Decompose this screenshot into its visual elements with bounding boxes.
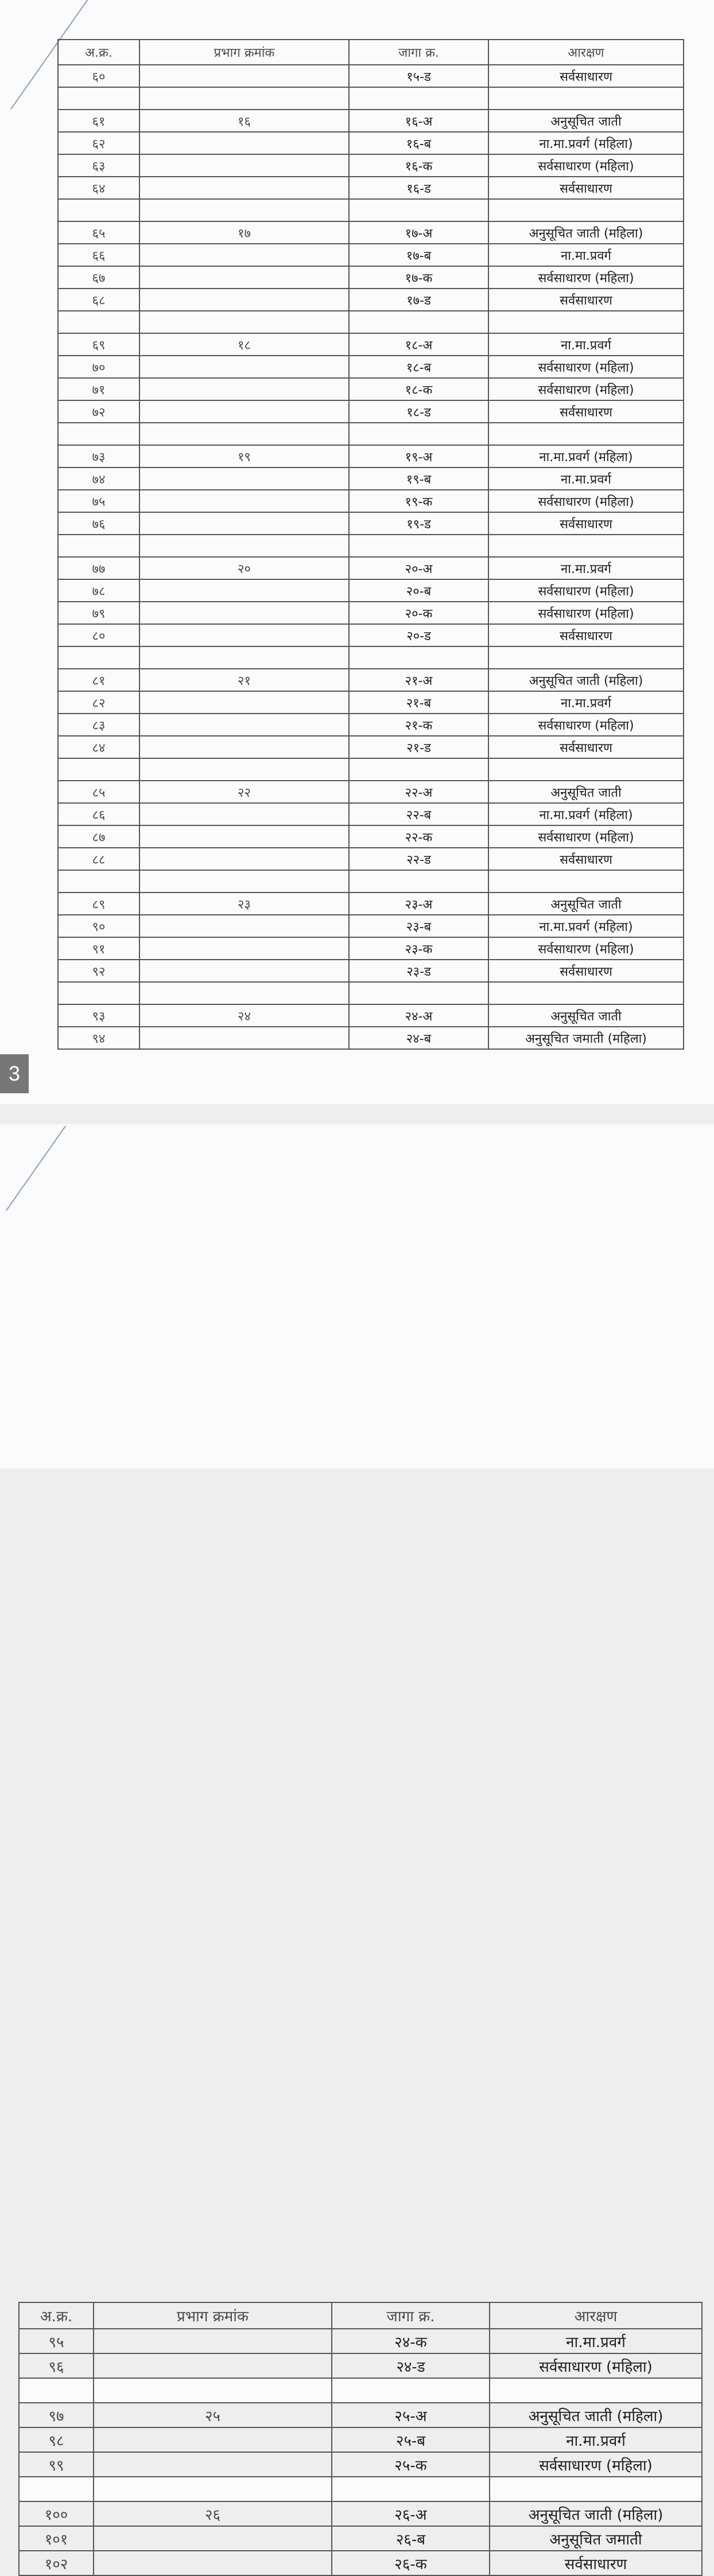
ward-no-cell bbox=[139, 467, 349, 490]
table-spacer-row bbox=[58, 535, 684, 557]
seat-no-cell: २२-ब bbox=[349, 803, 488, 825]
serial-no-cell: ७२ bbox=[58, 400, 139, 423]
header-reservation: आरक्षण bbox=[488, 40, 684, 65]
reservation-cell: सर्वसाधारण (महिला) bbox=[488, 266, 684, 289]
table-row bbox=[58, 490, 684, 512]
seat-no-cell: २३-ड bbox=[349, 960, 488, 982]
seat-no-cell: १६-ड bbox=[349, 177, 488, 199]
seat-no-cell: २५-अ bbox=[332, 2403, 490, 2427]
reservation-cell: ना.मा.प्रवर्ग bbox=[490, 2427, 702, 2452]
seat-no-cell bbox=[349, 758, 488, 781]
ward-no-cell: २३ bbox=[139, 893, 349, 915]
ward-no-cell bbox=[139, 960, 349, 982]
table-row bbox=[19, 2526, 702, 2551]
ward-no-cell bbox=[139, 311, 349, 333]
serial-no-cell: ७९ bbox=[58, 602, 139, 624]
table-header-row bbox=[19, 2302, 702, 2329]
serial-no-cell bbox=[58, 870, 139, 893]
reservation-cell: सर्वसाधारण (महिला) bbox=[488, 937, 684, 960]
ward-no-cell bbox=[139, 624, 349, 646]
seat-no-cell: २१-क bbox=[349, 714, 488, 736]
serial-no-cell: ६० bbox=[58, 65, 139, 87]
serial-no-cell: ६६ bbox=[58, 244, 139, 266]
serial-no-cell: ६२ bbox=[58, 132, 139, 154]
reservation-cell: सर्वसाधारण bbox=[488, 289, 684, 311]
ward-no-cell bbox=[139, 65, 349, 87]
table-row bbox=[58, 624, 684, 646]
table-row bbox=[58, 378, 684, 400]
seat-no-cell bbox=[349, 423, 488, 445]
ward-no-cell bbox=[139, 915, 349, 937]
seat-no-cell bbox=[349, 982, 488, 1004]
serial-no-cell bbox=[58, 535, 139, 557]
reservation-cell: सर्वसाधारण bbox=[490, 2551, 702, 2575]
ward-no-cell bbox=[139, 1027, 349, 1049]
seat-no-cell: २५-ब bbox=[332, 2427, 490, 2452]
serial-no-cell: ७८ bbox=[58, 579, 139, 602]
ward-no-cell bbox=[139, 714, 349, 736]
folded-corner-line bbox=[6, 1126, 66, 1211]
reservation-cell: ना.मा.प्रवर्ग (महिला) bbox=[488, 132, 684, 154]
serial-no-cell bbox=[58, 311, 139, 333]
table-row bbox=[19, 2452, 702, 2477]
reservation-cell: ना.मा.प्रवर्ग (महिला) bbox=[488, 445, 684, 467]
ward-no-cell: १७ bbox=[139, 221, 349, 244]
ward-no-cell bbox=[139, 602, 349, 624]
seat-no-cell: १९-क bbox=[349, 490, 488, 512]
header-reservation: आरक्षण bbox=[490, 2302, 702, 2329]
ward-no-cell bbox=[139, 579, 349, 602]
ward-no-cell bbox=[139, 266, 349, 289]
reservation-cell: अनुसूचित जाती bbox=[488, 1004, 684, 1027]
ward-no-cell bbox=[139, 356, 349, 378]
serial-no-cell: ६५ bbox=[58, 221, 139, 244]
reservation-cell bbox=[488, 87, 684, 110]
ward-no-cell bbox=[94, 2551, 332, 2575]
reservation-table-2 bbox=[18, 2302, 703, 2576]
table-row bbox=[58, 221, 684, 244]
seat-no-cell: १८-ड bbox=[349, 400, 488, 423]
table-row bbox=[58, 669, 684, 691]
ward-no-cell bbox=[139, 289, 349, 311]
table-row bbox=[58, 579, 684, 602]
seat-no-cell: १६-अ bbox=[349, 110, 488, 132]
ward-no-cell bbox=[139, 154, 349, 177]
serial-no-cell: ६१ bbox=[58, 110, 139, 132]
ward-no-cell: १८ bbox=[139, 333, 349, 356]
seat-no-cell: २५-क bbox=[332, 2452, 490, 2477]
serial-no-cell: ९९ bbox=[19, 2452, 94, 2477]
table-row bbox=[58, 825, 684, 848]
table-row bbox=[19, 2329, 702, 2353]
seat-no-cell: २४-क bbox=[332, 2329, 490, 2353]
seat-no-cell bbox=[349, 646, 488, 669]
table-row bbox=[58, 110, 684, 132]
reservation-cell: सर्वसाधारण (महिला) bbox=[490, 2353, 702, 2378]
serial-no-cell: १०० bbox=[19, 2501, 94, 2526]
serial-no-cell: ६८ bbox=[58, 289, 139, 311]
table-spacer-row bbox=[19, 2477, 702, 2501]
table-row bbox=[58, 132, 684, 154]
ward-no-cell bbox=[139, 199, 349, 221]
serial-no-cell: ९३ bbox=[58, 1004, 139, 1027]
table-row bbox=[58, 557, 684, 579]
table-spacer-row bbox=[58, 87, 684, 110]
reservation-cell bbox=[488, 646, 684, 669]
table-row bbox=[58, 714, 684, 736]
seat-no-cell: १७-ड bbox=[349, 289, 488, 311]
table-spacer-row bbox=[58, 870, 684, 893]
seat-no-cell: २६-क bbox=[332, 2551, 490, 2575]
table-spacer-row bbox=[58, 311, 684, 333]
table-row bbox=[19, 2427, 702, 2452]
table-spacer-row bbox=[58, 646, 684, 669]
seat-no-cell bbox=[349, 199, 488, 221]
table-row bbox=[58, 333, 684, 356]
reservation-cell: अनुसूचित जाती (महिला) bbox=[490, 2403, 702, 2427]
serial-no-cell bbox=[19, 2477, 94, 2501]
seat-no-cell: १८-अ bbox=[349, 333, 488, 356]
ward-no-cell bbox=[139, 177, 349, 199]
reservation-cell: सर्वसाधारण bbox=[488, 624, 684, 646]
table-row bbox=[58, 781, 684, 803]
page-number-badge: 3 bbox=[0, 1054, 29, 1093]
table-spacer-row bbox=[58, 758, 684, 781]
serial-no-cell bbox=[58, 982, 139, 1004]
table-row bbox=[58, 467, 684, 490]
ward-no-cell bbox=[139, 378, 349, 400]
reservation-cell: सर्वसाधारण bbox=[488, 960, 684, 982]
seat-no-cell: २१-ब bbox=[349, 691, 488, 714]
ward-no-cell bbox=[139, 423, 349, 445]
reservation-cell: सर्वसाधारण (महिला) bbox=[488, 579, 684, 602]
serial-no-cell: ७४ bbox=[58, 467, 139, 490]
serial-no-cell: ८३ bbox=[58, 714, 139, 736]
reservation-cell bbox=[490, 2477, 702, 2501]
seat-no-cell bbox=[349, 87, 488, 110]
reservation-cell bbox=[488, 423, 684, 445]
reservation-cell: ना.मा.प्रवर्ग bbox=[488, 333, 684, 356]
table-row bbox=[58, 266, 684, 289]
ward-no-cell bbox=[139, 691, 349, 714]
reservation-cell: सर्वसाधारण (महिला) bbox=[488, 825, 684, 848]
seat-no-cell: २३-अ bbox=[349, 893, 488, 915]
serial-no-cell bbox=[58, 758, 139, 781]
ward-no-cell: १९ bbox=[139, 445, 349, 467]
table-row bbox=[58, 356, 684, 378]
seat-no-cell bbox=[332, 2378, 490, 2403]
seat-no-cell: १९-ब bbox=[349, 467, 488, 490]
seat-no-cell: १६-क bbox=[349, 154, 488, 177]
serial-no-cell: ९२ bbox=[58, 960, 139, 982]
table-row bbox=[19, 2551, 702, 2575]
reservation-cell: अनुसूचित जमाती (महिला) bbox=[488, 1027, 684, 1049]
reservation-cell: ना.मा.प्रवर्ग (महिला) bbox=[488, 803, 684, 825]
serial-no-cell bbox=[58, 199, 139, 221]
ward-no-cell bbox=[139, 512, 349, 535]
reservation-cell: सर्वसाधारण bbox=[488, 736, 684, 758]
ward-no-cell bbox=[94, 2329, 332, 2353]
serial-no-cell: ९७ bbox=[19, 2403, 94, 2427]
ward-no-cell bbox=[139, 825, 349, 848]
serial-no-cell: ६७ bbox=[58, 266, 139, 289]
table-row bbox=[58, 154, 684, 177]
seat-no-cell: १८-ब bbox=[349, 356, 488, 378]
table-row bbox=[58, 848, 684, 870]
reservation-cell: सर्वसाधारण (महिला) bbox=[488, 602, 684, 624]
reservation-cell: अनुसूचित जाती (महिला) bbox=[490, 2501, 702, 2526]
reservation-cell: सर्वसाधारण bbox=[488, 65, 684, 87]
ward-no-cell bbox=[139, 870, 349, 893]
header-ward-no: प्रभाग क्रमांक bbox=[139, 40, 349, 65]
seat-no-cell: २३-क bbox=[349, 937, 488, 960]
reservation-cell: अनुसूचित जाती bbox=[488, 110, 684, 132]
table-row bbox=[58, 400, 684, 423]
seat-no-cell: २२-क bbox=[349, 825, 488, 848]
serial-no-cell: ९१ bbox=[58, 937, 139, 960]
serial-no-cell: ७५ bbox=[58, 490, 139, 512]
serial-no-cell bbox=[58, 87, 139, 110]
ward-no-cell bbox=[139, 803, 349, 825]
header-serial-no: अ.क्र. bbox=[19, 2302, 94, 2329]
reservation-cell: सर्वसाधारण bbox=[488, 512, 684, 535]
ward-no-cell bbox=[139, 132, 349, 154]
ward-no-cell bbox=[94, 2427, 332, 2452]
reservation-cell: सर्वसाधारण bbox=[488, 177, 684, 199]
ward-no-cell: २४ bbox=[139, 1004, 349, 1027]
serial-no-cell: ७७ bbox=[58, 557, 139, 579]
serial-no-cell: ६९ bbox=[58, 333, 139, 356]
seat-no-cell: २२-अ bbox=[349, 781, 488, 803]
table-row bbox=[58, 65, 684, 87]
ward-no-cell bbox=[139, 244, 349, 266]
seat-no-cell: २३-ब bbox=[349, 915, 488, 937]
table-row bbox=[58, 512, 684, 535]
serial-no-cell: ८१ bbox=[58, 669, 139, 691]
seat-no-cell: २०-ड bbox=[349, 624, 488, 646]
ward-no-cell bbox=[94, 2526, 332, 2551]
seat-no-cell: १६-ब bbox=[349, 132, 488, 154]
ward-no-cell bbox=[139, 982, 349, 1004]
seat-no-cell bbox=[332, 2477, 490, 2501]
reservation-cell: सर्वसाधारण bbox=[488, 400, 684, 423]
serial-no-cell: ८४ bbox=[58, 736, 139, 758]
ward-no-cell: २५ bbox=[94, 2403, 332, 2427]
table-row bbox=[58, 177, 684, 199]
table-row bbox=[58, 1027, 684, 1049]
seat-no-cell bbox=[349, 535, 488, 557]
table-row bbox=[58, 602, 684, 624]
serial-no-cell: ७० bbox=[58, 356, 139, 378]
reservation-cell: सर्वसाधारण (महिला) bbox=[488, 154, 684, 177]
serial-no-cell: ८५ bbox=[58, 781, 139, 803]
seat-no-cell bbox=[349, 311, 488, 333]
ward-no-cell bbox=[139, 937, 349, 960]
serial-no-cell: ७३ bbox=[58, 445, 139, 467]
serial-no-cell: ८६ bbox=[58, 803, 139, 825]
ward-no-cell bbox=[139, 736, 349, 758]
ward-no-cell bbox=[139, 646, 349, 669]
ward-no-cell bbox=[94, 2477, 332, 2501]
reservation-cell: अनुसूचित जाती (महिला) bbox=[488, 221, 684, 244]
serial-no-cell: ८९ bbox=[58, 893, 139, 915]
serial-no-cell: १०२ bbox=[19, 2551, 94, 2575]
table-row bbox=[58, 915, 684, 937]
reservation-cell: सर्वसाधारण (महिला) bbox=[488, 378, 684, 400]
serial-no-cell bbox=[19, 2378, 94, 2403]
table-row bbox=[58, 803, 684, 825]
table-spacer-row bbox=[58, 423, 684, 445]
serial-no-cell: ७१ bbox=[58, 378, 139, 400]
serial-no-cell: ८८ bbox=[58, 848, 139, 870]
seat-no-cell: १७-क bbox=[349, 266, 488, 289]
seat-no-cell: २१-अ bbox=[349, 669, 488, 691]
header-seat-no: जागा क्र. bbox=[332, 2302, 490, 2329]
serial-no-cell: ६३ bbox=[58, 154, 139, 177]
seat-no-cell: २४-ड bbox=[332, 2353, 490, 2378]
table-spacer-row bbox=[19, 2378, 702, 2403]
table-row bbox=[19, 2403, 702, 2427]
ward-no-cell bbox=[94, 2353, 332, 2378]
table-row bbox=[58, 691, 684, 714]
ward-no-cell bbox=[139, 758, 349, 781]
serial-no-cell: ९४ bbox=[58, 1027, 139, 1049]
table-row bbox=[19, 2501, 702, 2526]
reservation-cell: अनुसूचित जाती bbox=[488, 893, 684, 915]
table-row bbox=[58, 445, 684, 467]
table-row bbox=[58, 1004, 684, 1027]
seat-no-cell: २१-ड bbox=[349, 736, 488, 758]
reservation-cell: ना.मा.प्रवर्ग bbox=[488, 691, 684, 714]
table-row bbox=[58, 736, 684, 758]
serial-no-cell: १०१ bbox=[19, 2526, 94, 2551]
ward-no-cell bbox=[139, 848, 349, 870]
serial-no-cell: ८७ bbox=[58, 825, 139, 848]
reservation-cell bbox=[488, 758, 684, 781]
ward-no-cell: २२ bbox=[139, 781, 349, 803]
reservation-cell: अनुसूचित जाती (महिला) bbox=[488, 669, 684, 691]
reservation-cell: सर्वसाधारण (महिला) bbox=[488, 356, 684, 378]
ward-no-cell bbox=[94, 2452, 332, 2477]
serial-no-cell: ९६ bbox=[19, 2353, 94, 2378]
ward-no-cell: २६ bbox=[94, 2501, 332, 2526]
seat-no-cell: १७-अ bbox=[349, 221, 488, 244]
reservation-cell: सर्वसाधारण (महिला) bbox=[490, 2452, 702, 2477]
reservation-cell: ना.मा.प्रवर्ग bbox=[488, 467, 684, 490]
seat-no-cell: १९-ड bbox=[349, 512, 488, 535]
seat-no-cell: १८-क bbox=[349, 378, 488, 400]
seat-no-cell: २०-अ bbox=[349, 557, 488, 579]
table-row bbox=[58, 893, 684, 915]
reservation-cell bbox=[488, 199, 684, 221]
table-row bbox=[58, 289, 684, 311]
reservation-cell: ना.मा.प्रवर्ग bbox=[488, 244, 684, 266]
ward-no-cell: २१ bbox=[139, 669, 349, 691]
table-row bbox=[19, 2353, 702, 2378]
table-row bbox=[58, 960, 684, 982]
reservation-cell: ना.मा.प्रवर्ग (महिला) bbox=[488, 915, 684, 937]
serial-no-cell bbox=[58, 423, 139, 445]
reservation-cell: ना.मा.प्रवर्ग bbox=[488, 557, 684, 579]
serial-no-cell bbox=[58, 646, 139, 669]
reservation-cell: सर्वसाधारण bbox=[488, 848, 684, 870]
seat-no-cell bbox=[349, 870, 488, 893]
seat-no-cell: २०-ब bbox=[349, 579, 488, 602]
serial-no-cell: ९५ bbox=[19, 2329, 94, 2353]
reservation-cell bbox=[488, 535, 684, 557]
serial-no-cell: ९० bbox=[58, 915, 139, 937]
ward-no-cell bbox=[139, 535, 349, 557]
reservation-table-1 bbox=[57, 39, 684, 1050]
reservation-cell bbox=[488, 311, 684, 333]
seat-no-cell: १५-ड bbox=[349, 65, 488, 87]
seat-no-cell: १९-अ bbox=[349, 445, 488, 467]
seat-no-cell: २४-ब bbox=[349, 1027, 488, 1049]
seat-no-cell: २०-क bbox=[349, 602, 488, 624]
ward-no-cell: १६ bbox=[139, 110, 349, 132]
seat-no-cell: २६-अ bbox=[332, 2501, 490, 2526]
ward-no-cell bbox=[139, 400, 349, 423]
table-spacer-row bbox=[58, 982, 684, 1004]
table-spacer-row bbox=[58, 199, 684, 221]
reservation-cell: अनुसूचित जमाती bbox=[490, 2526, 702, 2551]
seat-no-cell: १७-ब bbox=[349, 244, 488, 266]
reservation-cell bbox=[488, 982, 684, 1004]
serial-no-cell: ८२ bbox=[58, 691, 139, 714]
document-page-1 bbox=[0, 0, 714, 1104]
reservation-cell: अनुसूचित जाती bbox=[488, 781, 684, 803]
table-row bbox=[58, 937, 684, 960]
seat-no-cell: २६-ब bbox=[332, 2526, 490, 2551]
reservation-cell bbox=[488, 870, 684, 893]
ward-no-cell bbox=[94, 2378, 332, 2403]
table-row bbox=[58, 244, 684, 266]
ward-no-cell bbox=[139, 490, 349, 512]
ward-no-cell: २० bbox=[139, 557, 349, 579]
table-header-row bbox=[58, 40, 684, 65]
serial-no-cell: ८० bbox=[58, 624, 139, 646]
reservation-cell: सर्वसाधारण (महिला) bbox=[488, 490, 684, 512]
reservation-cell: सर्वसाधारण (महिला) bbox=[488, 714, 684, 736]
serial-no-cell: ९८ bbox=[19, 2427, 94, 2452]
header-serial-no: अ.क्र. bbox=[58, 40, 139, 65]
header-seat-no: जागा क्र. bbox=[349, 40, 488, 65]
seat-no-cell: २२-ड bbox=[349, 848, 488, 870]
seat-no-cell: २४-अ bbox=[349, 1004, 488, 1027]
reservation-cell bbox=[490, 2378, 702, 2403]
serial-no-cell: ७६ bbox=[58, 512, 139, 535]
ward-no-cell bbox=[139, 87, 349, 110]
document-page-2 bbox=[0, 1124, 714, 2573]
reservation-cell: ना.मा.प्रवर्ग bbox=[490, 2329, 702, 2353]
header-ward-no: प्रभाग क्रमांक bbox=[94, 2302, 332, 2329]
serial-no-cell: ६४ bbox=[58, 177, 139, 199]
